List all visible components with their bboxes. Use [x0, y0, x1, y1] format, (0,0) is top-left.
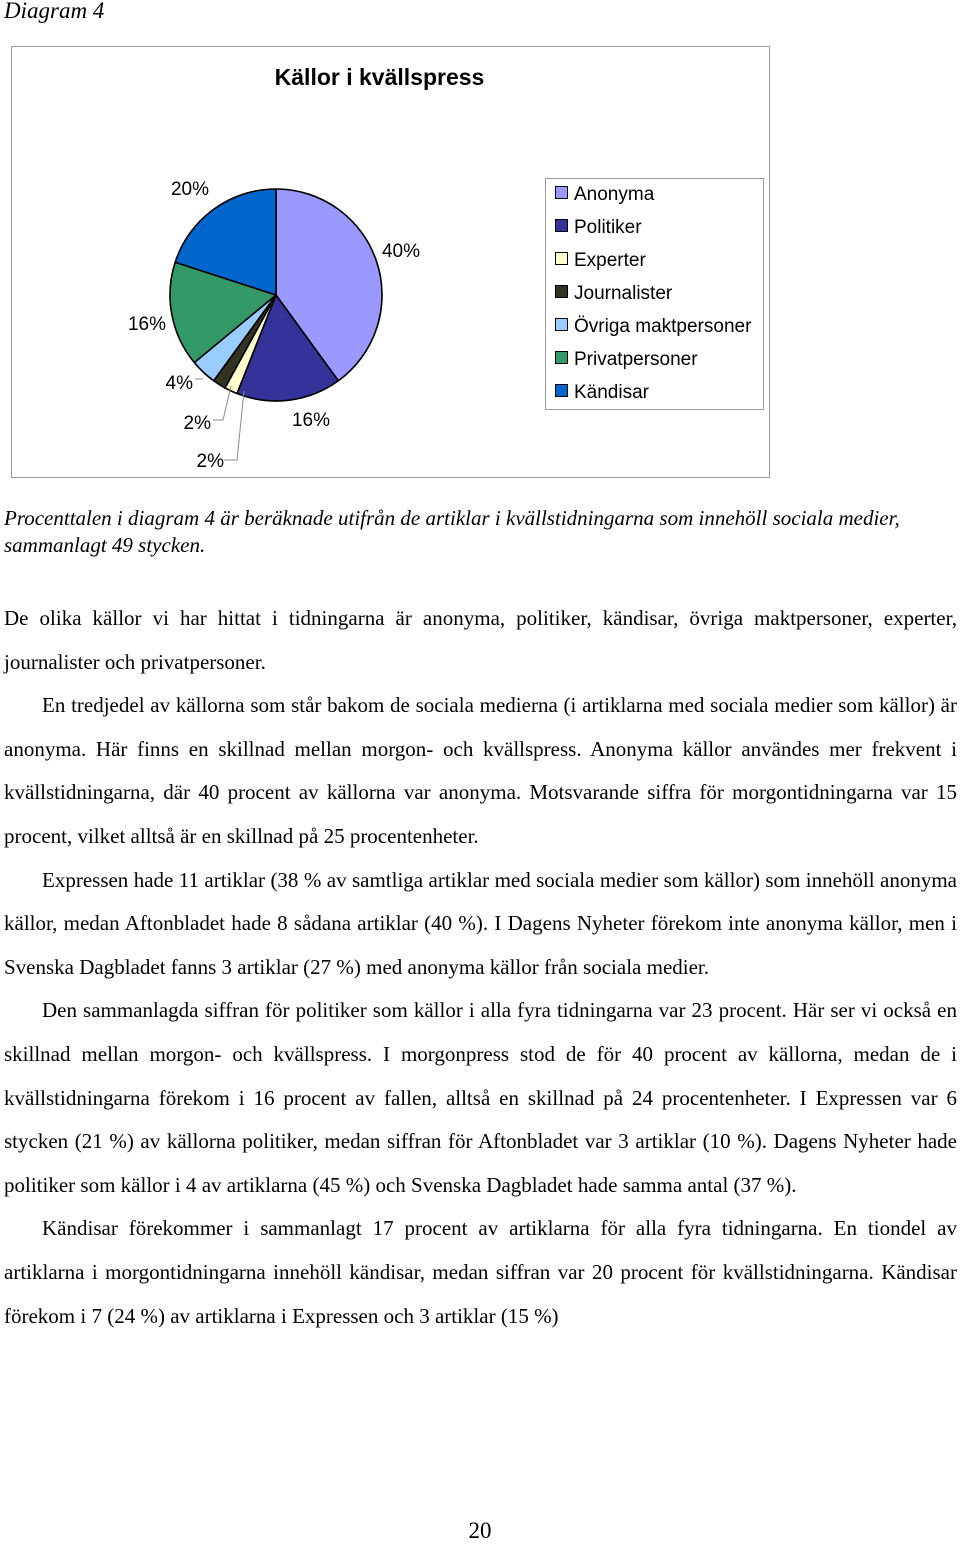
data-label: 20% — [170, 179, 209, 200]
data-label: 4% — [165, 373, 193, 394]
data-label: 40% — [381, 241, 421, 262]
legend-item-kandisar — [555, 381, 649, 405]
legend-swatch — [555, 285, 568, 298]
legend-label: Anonyma — [574, 184, 655, 205]
data-label: 2% — [196, 451, 224, 472]
paragraph: Den sammanlagda siffran för politiker som källor i alla fyra tidningarna var 23 procent. Här ser vi också en skillnad mellan morgon- och kvällspress. I morgonpress stod de för 40 procent av källorna, medan de i kvällstidningarna förekom i 16 procent av fallen, alltså en skillnad på 24 procentenheter. I Expressen var 6 stycken (21 %) av källorna politiker, medan siffran för Aftonbladet var 3 artiklar (10 %). Dagens Nyheter hade politiker som källor i 4 av artiklarna (45 %) och Svenska Dagbladet hade samma antal (37 %). — [4, 998, 957, 1197]
page-number: 20 — [468, 1518, 492, 1543]
paragraph: De olika källor vi har hittat i tidningarna är anonyma, politiker, kändisar, övriga maktpersoner, experter, journalister och privatpersoner. — [4, 606, 957, 674]
legend-label: Politiker — [574, 217, 642, 238]
legend-label: Privatpersoner — [574, 349, 698, 370]
legend-swatch — [555, 384, 568, 397]
chart-title: Källor i kvällspress — [274, 64, 485, 90]
legend-label: Experter — [574, 250, 646, 271]
data-label: 2% — [183, 413, 211, 434]
legend-swatch — [555, 252, 568, 265]
legend-item-experter — [555, 249, 646, 273]
leader-line — [213, 386, 231, 420]
body-text — [4, 597, 957, 1338]
data-label: 16% — [291, 410, 331, 431]
legend-item-privatpersoner — [555, 348, 698, 372]
chart-legend — [545, 178, 764, 410]
legend-label: Övriga maktpersoner — [574, 316, 752, 337]
legend-item-anonyma — [555, 183, 654, 207]
legend-label: Kändisar — [574, 382, 649, 403]
legend-swatch — [555, 219, 568, 232]
legend-swatch — [555, 351, 568, 364]
paragraph: Kändisar förekommer i sammanlagt 17 procent av artiklarna för alla fyra tidningarna. En tiondel av artiklarna i morgontidningarna innehöll kändisar, medan siffran var 20 procent för kvällstidningarna. Kändisar förekom i 7 (24 %) av artiklarna i Expressen och 3 artiklar (15 %) — [4, 1216, 957, 1328]
data-label: 16% — [127, 314, 166, 335]
legend-swatch — [555, 186, 568, 199]
legend-swatch — [555, 318, 568, 331]
legend-item-ovriga-maktpersoner — [555, 315, 751, 339]
legend-item-politiker — [555, 216, 642, 240]
legend-item-journalister — [555, 282, 672, 306]
chart-caption: Procenttalen i diagram 4 är beräknade utifrån de artiklar i kvällstidningarna som innehöll sociala medier, sammanlagt 49 stycken. — [4, 506, 900, 557]
paragraph: En tredjedel av källorna som står bakom de sociala medierna (i artiklarna med sociala medier som källor) är anonyma. Här finns en skillnad mellan morgon- och kvällspress. Anonyma källor användes mer frekvent i kvällstidningarna, där 40 procent av källorna var anonyma. Motsvarande siffra för morgontidningarna var 15 procent, vilket alltså är en skillnad på 25 procentenheter. — [4, 693, 957, 848]
paragraph: Expressen hade 11 artiklar (38 % av samtliga artiklar med sociala medier som källor) som innehöll anonyma källor, medan Aftonbladet hade 8 sådana artiklar (40 %). I Dagens Nyheter förekom inte anonyma källor, men i Svenska Dagbladet fanns 3 artiklar (27 %) med anonyma källor från sociala medier. — [4, 867, 957, 979]
diagram-label: Diagram 4 — [4, 0, 105, 23]
legend-label: Journalister — [574, 283, 673, 304]
